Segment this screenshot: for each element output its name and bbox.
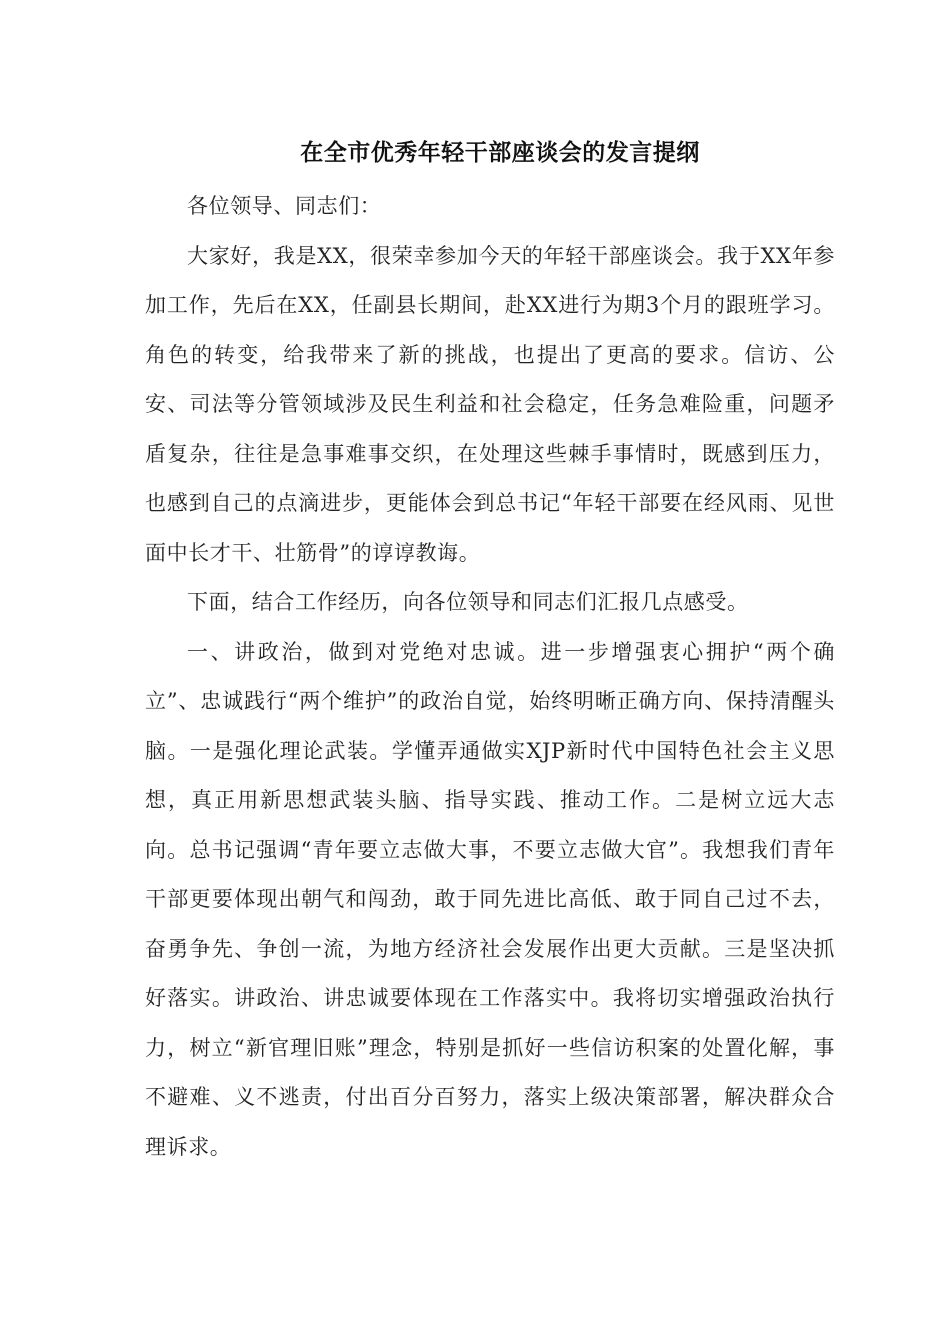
point-one-paragraph: 一、讲政治，做到对党绝对忠诚。进一步增强衷心拥护“两个确立”、忠诚践行“两个维护”的政治自觉，始终明晰正确方向、保持清醒头脑。一是强化理论武装。学懂弄通做实XJP新时代中国特色社会主义思想，真正用新思想武装头脑、指导实践、推动工作。二是树立远大志向。总书记强调“青年要立志做大事，不要立志做大官”。我想我们青年干部更要体现出朝气和闯劲，敢于同先进比高低、敢于同自己过不去，奋勇争先、争创一流，为地方经济社会发展作出更大贡献。三是坚决抓好落实。讲政治、讲忠诚要体现在工作落实中。我将切实增强政治执行力，树立“新官理旧账”理念，特别是抓好一些信访积案的处置化解，事不避难、义不逃责，付出百分百努力，落实上级决策部署，解决群众合理诉求。 <box>145 639 835 1159</box>
document-title: 在全市优秀年轻干部座谈会的发言提纲 <box>300 139 700 166</box>
salutation-paragraph: 各位领导、同志们： <box>187 194 382 218</box>
document-body <box>145 182 835 1172</box>
introduction-paragraph: 大家好，我是XX，很荣幸参加今天的年轻干部座谈会。我于XX年参加工作，先后在XX，任副县长期间，赴XX进行为期3个月的跟班学习。角色的转变，给我带来了新的挑战，也提出了更高的要求。信访、公安、司法等分管领域涉及民生利益和社会稳定，任务急难险重，问题矛盾复杂，往往是急事难事交织，在处理这些棘手事情时，既感到压力，也感到自己的点滴进步，更能体会到总书记“年轻干部要在经风雨、见世面中长才干、壮筋骨”的谆谆教诲。 <box>145 243 835 565</box>
transition-paragraph: 下面，结合工作经历，向各位领导和同志们汇报几点感受。 <box>187 590 749 614</box>
